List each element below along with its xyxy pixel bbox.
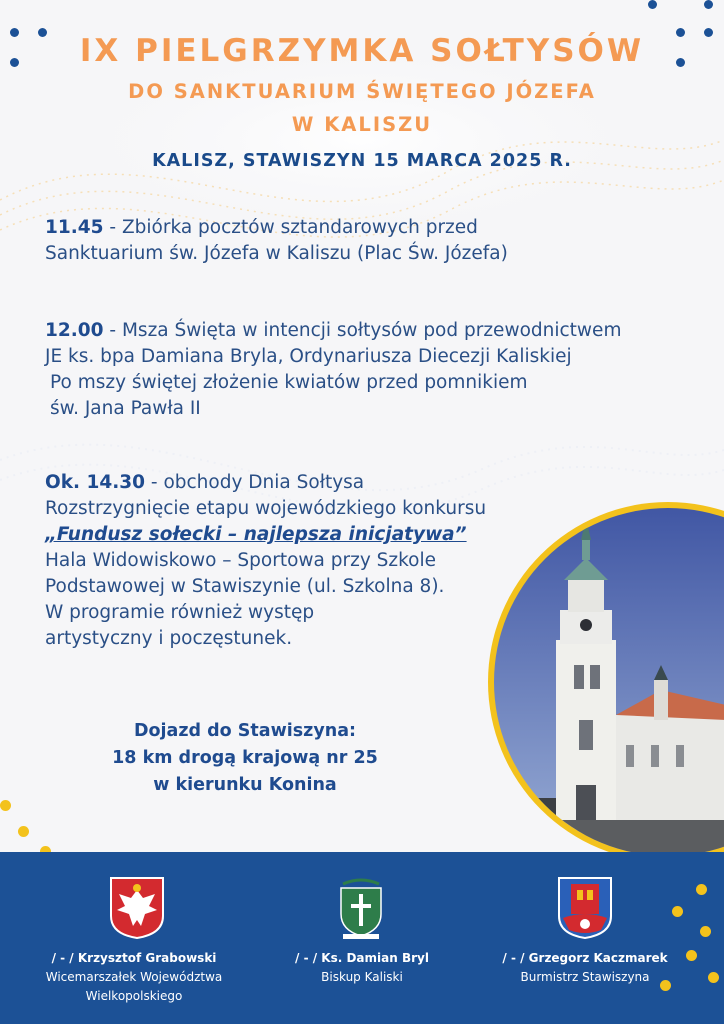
eagle-coat-of-arms-icon <box>109 876 165 940</box>
schedule-text: Po mszy świętej złożenie kwiatów przed pomnikiem <box>50 372 528 393</box>
schedule-text: - obchody Dnia Sołtysa <box>145 472 365 493</box>
schedule-text: Sanktuarium św. Józefa w Kaliszu (Plac Św. Józefa) <box>45 243 508 264</box>
date-line: KALISZ, STAWISZYN 15 MARCA 2025 R. <box>152 151 572 171</box>
bishop-coat-of-arms-icon <box>333 876 389 940</box>
schedule-time: 12.00 <box>45 320 104 341</box>
schedule-text: Podstawowej w Stawiszynie (ul. Szkolna 8). <box>45 576 445 597</box>
schedule-text: - Zbiórka pocztów sztandarowych przed <box>103 217 478 238</box>
subtitle-city: W KALISZU <box>291 113 433 136</box>
signatory-role: Burmistrz Stawiszyna <box>520 970 650 984</box>
schedule-item-1 <box>45 215 508 267</box>
schedule-text: JE ks. bpa Damiana Bryla, Ordynariusza Diecezji Kaliskiej <box>45 346 572 367</box>
subtitle-sanctuary: DO SANKTUARIUM ŚWIĘTEGO JÓZEFA <box>128 80 596 103</box>
page-title: IX PIELGRZYMKA SOŁTYSÓW <box>79 33 645 69</box>
schedule-text: artystyczny i poczęstunek. <box>45 628 293 649</box>
contest-slogan: „Fundusz sołecki – najlepsza inicjatywa” <box>45 524 467 545</box>
schedule-text: W programie również występ <box>45 602 315 623</box>
schedule-time: 11.45 <box>45 217 104 238</box>
church-photo <box>486 500 724 864</box>
signatory-role: Wielkopolskiego <box>85 989 183 1003</box>
schedule-item-2 <box>45 318 621 422</box>
signatory-name: / - / Krzysztof Grabowski <box>51 951 217 965</box>
signature-mayor <box>485 949 685 987</box>
signatory-role: Wicemarszałek Województwa <box>45 970 223 984</box>
directions-line: 18 km drogą krajową nr 25 <box>112 748 378 768</box>
directions-block <box>80 718 410 799</box>
schedule-text: św. Jana Pawła II <box>50 398 201 419</box>
signatory-role: Biskup Kaliski <box>321 970 403 984</box>
schedule-item-3 <box>45 470 486 652</box>
schedule-text: Hala Widowiskowo – Sportowa przy Szkole <box>45 550 437 571</box>
footer-band <box>0 852 724 1024</box>
directions-line: w kierunku Konina <box>153 775 337 795</box>
directions-line: Dojazd do Stawiszyna: <box>133 721 357 741</box>
schedule-text: Rozstrzygnięcie etapu wojewódzkiego konkursu <box>45 498 487 519</box>
signatory-name: / - / Ks. Damian Bryl <box>295 951 429 965</box>
signatory-name: / - / Grzegorz Kaczmarek <box>502 951 668 965</box>
schedule-text: - Msza Święta w intencji sołtysów pod przewodnictwem <box>103 320 622 341</box>
stawiszyn-coat-of-arms-icon <box>557 876 613 940</box>
signature-bishop <box>262 949 462 987</box>
schedule-time: Ok. 14.30 <box>45 472 146 493</box>
signature-marshal <box>30 949 238 1006</box>
